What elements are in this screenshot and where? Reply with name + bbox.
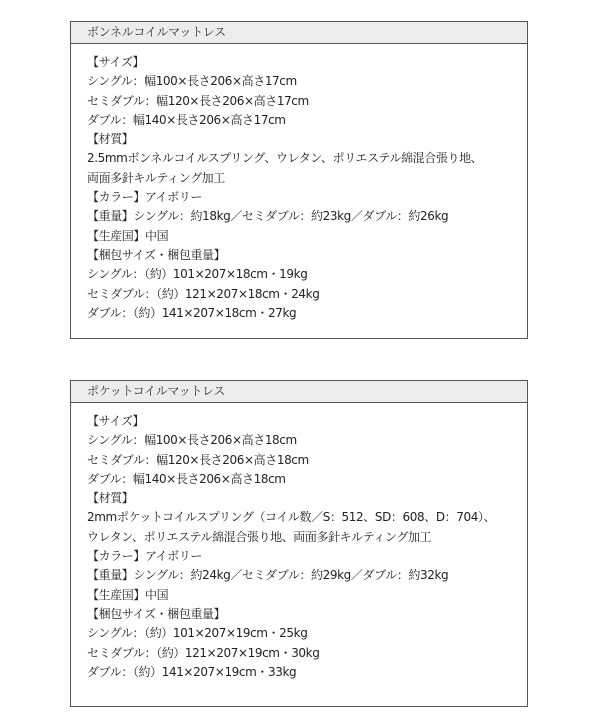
spec-line: セミダブル：幅120×長さ206×高さ17cm [87,93,309,108]
spec-line: シングル：（約）101×207×19cm・25kg [87,626,308,641]
spec-line: セミダブル：幅120×長さ206×高さ18cm [87,452,309,467]
spec-line: 2mmポケットコイルスプリング（コイル数／S：512、SD：608、D：704）、 [87,510,496,525]
spec-line: セミダブル：（約）121×207×18cm・24kg [87,286,320,301]
spec-line: シングル：（約）101×207×18cm・19kg [87,267,308,282]
spec-box-body [71,403,527,682]
spec-line: セミダブル：（約）121×207×19cm・30kg [87,645,320,660]
spec-line: 【カラー】アイボリー [87,549,202,564]
spec-line: 【カラー】アイボリー [87,190,202,205]
spec-line: 【材質】 [87,132,134,147]
spec-box-title: ボンネルコイルマットレス [71,22,527,44]
spec-line: ダブル：幅140×長さ206×高さ18cm [87,471,286,486]
spec-line: シングル：幅100×長さ206×高さ17cm [87,74,297,89]
spec-line: 【材質】 [87,491,134,506]
spec-line: 【生産国】中国 [87,228,169,243]
spec-line: ダブル：幅140×長さ206×高さ17cm [87,112,286,127]
spec-line: 両面多針キルティング加工 [87,170,225,185]
spec-line: 【梱包サイズ・梱包重量】 [87,247,226,262]
spec-box-title: ポケットコイルマットレス [71,381,527,403]
spec-line: ウレタン、ポリエステル綿混合張り地、両面多針キルティング加工 [87,529,432,544]
spec-line: 【サイズ】 [87,55,145,69]
spec-line: ダブル：（約）141×207×19cm・33kg [87,664,297,679]
spec-line: 【サイズ】 [87,414,145,428]
spec-line: 【重量】シングル：約24kg／セミダブル：約29kg／ダブル：約32kg [87,568,449,583]
spec-line: 【生産国】中国 [87,587,169,602]
spec-line: 【重量】シングル：約18kg／セミダブル：約23kg／ダブル：約26kg [87,209,449,224]
pocket-coil-spec-box [70,380,528,707]
spec-line: 【梱包サイズ・梱包重量】 [87,606,226,621]
spec-line: シングル：幅100×長さ206×高さ18cm [87,433,297,448]
bonnell-coil-spec-box [70,21,528,339]
spec-box-body [71,44,527,323]
spec-line: ダブル：（約）141×207×18cm・27kg [87,305,297,320]
spec-line: 2.5mmボンネルコイルスプリング、ウレタン、ポリエステル綿混合張り地、 [87,151,483,166]
